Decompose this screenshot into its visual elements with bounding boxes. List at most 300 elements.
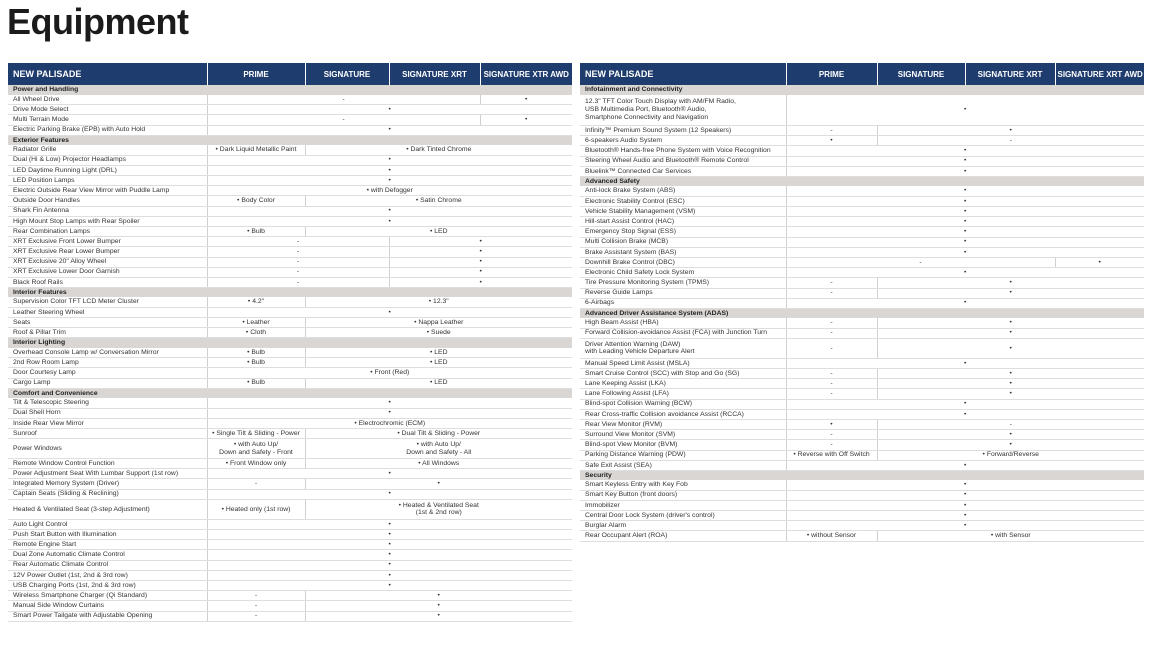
feature-value: • (786, 186, 1144, 196)
table-row (580, 318, 1144, 328)
feature-name: Electric Parking Brake (EPB) with Auto Hold (8, 125, 207, 135)
feature-value: • (786, 409, 1144, 419)
feature-value: • (786, 136, 877, 146)
table-row (580, 166, 1144, 176)
feature-name: Multi Terrain Mode (8, 115, 207, 125)
feature-value: • (877, 288, 1144, 298)
table-row (8, 489, 572, 499)
feature-name: Tilt & Telescopic Steering (8, 398, 207, 408)
feature-value: • (877, 126, 1144, 136)
feature-value: - (786, 369, 877, 379)
feature-value: • (389, 247, 572, 257)
feature-value: • (786, 490, 1144, 500)
feature-name: Black Roof Rails (8, 277, 207, 287)
feature-value: - (207, 115, 480, 125)
feature-value: • Front (Red) (207, 368, 572, 378)
table-row (8, 570, 572, 580)
feature-name: Rear Cross-traffic Collision avoidance Assist (RCCA) (580, 409, 786, 419)
table-row (8, 115, 572, 125)
feature-name: Immobilizer (580, 500, 786, 510)
feature-value: • Bulb (207, 378, 305, 388)
feature-name: Vehicle Stability Management (VSM) (580, 207, 786, 217)
feature-name: Lane Keeping Assist (LKA) (580, 379, 786, 389)
feature-name: Steering Wheel Audio and Bluetooth® Remote Control (580, 156, 786, 166)
feature-value: • (305, 611, 572, 621)
feature-value: - (786, 278, 877, 288)
feature-value: • (786, 207, 1144, 217)
section-title: Interior Lighting (8, 338, 572, 348)
feature-name: Rear Automatic Climate Control (8, 560, 207, 570)
feature-name: Downhill Brake Control (DBC) (580, 257, 786, 267)
feature-value: - (786, 288, 877, 298)
table-row (8, 206, 572, 216)
table-row (580, 531, 1144, 541)
feature-value: • (207, 105, 572, 115)
feature-value: • Heated & Ventilated Seat (1st & 2nd row) (305, 499, 572, 519)
feature-name: Tire Pressure Monitoring System (TPMS) (580, 278, 786, 288)
section-title: Security (580, 470, 1144, 480)
feature-value: • (207, 165, 572, 175)
column-header-model: NEW PALISADE (580, 63, 786, 85)
table-row (580, 186, 1144, 196)
feature-name: Outside Door Handles (8, 196, 207, 206)
feature-value: • (1055, 257, 1144, 267)
feature-value: • LED (305, 348, 572, 358)
table-row (8, 267, 572, 277)
feature-name: High Mount Stop Lamps with Rear Spoiler (8, 216, 207, 226)
feature-name: Multi Collision Brake (MCB) (580, 237, 786, 247)
section-title: Advanced Driver Assistance System (ADAS) (580, 308, 1144, 318)
section-title: Comfort and Convenience (8, 388, 572, 398)
table-row (8, 499, 572, 519)
table-row (8, 105, 572, 115)
section-title: Advanced Safety (580, 177, 1144, 187)
feature-value: • 4.2" (207, 297, 305, 307)
feature-value: • (389, 257, 572, 267)
column-header-signature: SIGNATURE (877, 63, 965, 85)
table-row (8, 307, 572, 317)
table-row (8, 95, 572, 105)
feature-value: - (786, 389, 877, 399)
feature-value: • (786, 217, 1144, 227)
table-row (580, 338, 1144, 358)
feature-value: • (786, 358, 1144, 368)
feature-value: • (305, 601, 572, 611)
section-header-row (8, 135, 572, 145)
table-row (580, 399, 1144, 409)
feature-name: Seats (8, 318, 207, 328)
feature-value: • (207, 176, 572, 186)
table-row (8, 318, 572, 328)
table-row (8, 550, 572, 560)
equipment-table-left (8, 63, 572, 622)
feature-value: • (786, 227, 1144, 237)
feature-name: Smart Power Tailgate with Adjustable Opening (8, 611, 207, 621)
feature-value: • (207, 580, 572, 590)
feature-value: • (207, 530, 572, 540)
feature-value: • (207, 489, 572, 499)
section-header-row (580, 85, 1144, 95)
feature-value: • Leather (207, 318, 305, 328)
feature-value: • (786, 500, 1144, 510)
feature-value: • (877, 430, 1144, 440)
feature-name: Infinity™ Premium Sound System (12 Speakers) (580, 126, 786, 136)
feature-value: • (207, 560, 572, 570)
table-row (8, 125, 572, 135)
feature-name: XRT Exclusive Front Lower Bumper (8, 237, 207, 247)
feature-value: • (786, 480, 1144, 490)
column-header-prime: PRIME (786, 63, 877, 85)
feature-name: XRT Exclusive Lower Door Garnish (8, 267, 207, 277)
feature-value: • without Sensor (786, 531, 877, 541)
table-row (580, 419, 1144, 429)
feature-name: Power Adjustment Seat With Lumbar Support (1st row) (8, 469, 207, 479)
table-row (8, 378, 572, 388)
table-row (8, 145, 572, 155)
feature-value: • (207, 550, 572, 560)
table-row (8, 277, 572, 287)
column-header-signature: SIGNATURE (305, 63, 389, 85)
feature-value: - (207, 611, 305, 621)
feature-name: Blind-spot Collision Warning (BCW) (580, 399, 786, 409)
feature-name: Captain Seats (Sliding & Reclining) (8, 489, 207, 499)
feature-name: Anti-lock Brake System (ABS) (580, 186, 786, 196)
feature-name: Driver Attention Warning (DAW) with Leading Vehicle Departure Alert (580, 338, 786, 358)
feature-name: Door Courtesy Lamp (8, 368, 207, 378)
feature-value: • (786, 166, 1144, 176)
feature-value: • Electrochromic (ECM) (207, 418, 572, 428)
table-row (580, 500, 1144, 510)
column-header-model: NEW PALISADE (8, 63, 207, 85)
table-row (8, 216, 572, 226)
feature-name: Bluetooth® Hands-free Phone System with Voice Recognition (580, 146, 786, 156)
table-row (8, 247, 572, 257)
table-header-row (8, 63, 572, 85)
feature-name: Drive Mode Select (8, 105, 207, 115)
table-row (8, 186, 572, 196)
table-row (580, 460, 1144, 470)
table-row (8, 165, 572, 175)
table-row (8, 196, 572, 206)
section-header-row (8, 288, 572, 298)
feature-value: - (207, 257, 389, 267)
feature-value: - (877, 136, 1144, 146)
table-row (8, 469, 572, 479)
feature-value: - (207, 95, 480, 105)
table-row (580, 440, 1144, 450)
feature-name: Dual Shell Horn (8, 408, 207, 418)
feature-name: Bluelink™ Connected Car Services (580, 166, 786, 176)
feature-value: • (207, 570, 572, 580)
feature-name: Remote Engine Start (8, 540, 207, 550)
feature-value: • (389, 237, 572, 247)
feature-value: • Dark Liquid Metallic Paint (207, 145, 305, 155)
feature-name: Smart Key Button (front doors) (580, 490, 786, 500)
table-row (580, 358, 1144, 368)
feature-name: 12.3" TFT Color Touch Display with AM/FM Radio, USB Multimedia Port, Bluetooth® Audio, Smartphone Connectivity and Navigation (580, 95, 786, 126)
feature-value: • (786, 247, 1144, 257)
table-row (8, 611, 572, 621)
feature-value: • (389, 277, 572, 287)
feature-value: • Bulb (207, 348, 305, 358)
feature-name: Brake Assistant System (BAS) (580, 247, 786, 257)
table-row (580, 227, 1144, 237)
section-header-row (8, 388, 572, 398)
feature-name: Radiator Grille (8, 145, 207, 155)
feature-value: • (786, 460, 1144, 470)
feature-name: Smart Cruise Control (SCC) with Stop and Go (SG) (580, 369, 786, 379)
feature-value: • All Windows (305, 459, 572, 469)
table-row (580, 126, 1144, 136)
table-row (580, 278, 1144, 288)
feature-name: Lane Following Assist (LFA) (580, 389, 786, 399)
table-row (8, 328, 572, 338)
section-header-row (580, 308, 1144, 318)
table-row (8, 155, 572, 165)
table-row (580, 247, 1144, 257)
feature-value: - (786, 318, 877, 328)
feature-value: - (786, 440, 877, 450)
feature-name: All Wheel Drive (8, 95, 207, 105)
feature-name: Push Start Button with Illumination (8, 530, 207, 540)
table-row (8, 428, 572, 438)
feature-value: - (786, 430, 877, 440)
feature-value: • with Defogger (207, 186, 572, 196)
feature-name: Rear Combination Lamps (8, 226, 207, 236)
feature-value: • Bulb (207, 358, 305, 368)
section-header-row (8, 85, 572, 95)
feature-value: • (207, 216, 572, 226)
table-row (8, 176, 572, 186)
table-row (580, 389, 1144, 399)
column-header-signature-xtr-awd: SIGNATURE XTR AWD (480, 63, 572, 85)
feature-name: Auto Light Control (8, 519, 207, 529)
table-row (580, 480, 1144, 490)
feature-value: • (877, 318, 1144, 328)
table-row (8, 540, 572, 550)
table-row (8, 439, 572, 459)
feature-value: - (786, 338, 877, 358)
feature-value: - (786, 257, 1055, 267)
feature-name: Inside Rear View Mirror (8, 418, 207, 428)
feature-value: • Bulb (207, 226, 305, 236)
feature-name: Dual Zone Automatic Climate Control (8, 550, 207, 560)
table-row (8, 530, 572, 540)
feature-value: • (786, 298, 1144, 308)
feature-value: • Forward/Reverse (877, 450, 1144, 460)
feature-name: USB Charging Ports (1st, 2nd & 3rd row) (8, 580, 207, 590)
feature-value: • Heated only (1st row) (207, 499, 305, 519)
feature-value: • (877, 389, 1144, 399)
table-row (580, 430, 1144, 440)
table-row (580, 136, 1144, 146)
table-row (580, 521, 1144, 531)
feature-value: • Satin Chrome (305, 196, 572, 206)
feature-value: • (207, 125, 572, 135)
table-row (580, 288, 1144, 298)
feature-value: • with Auto Up/ Down and Safety - All (305, 439, 572, 459)
feature-value: - (786, 328, 877, 338)
table-row (8, 560, 572, 570)
feature-value: • (877, 338, 1144, 358)
section-header-row (8, 338, 572, 348)
table-row (8, 591, 572, 601)
feature-value: • (786, 146, 1144, 156)
feature-name: 2nd Row Room Lamp (8, 358, 207, 368)
section-title: Power and Handling (8, 85, 572, 95)
feature-name: Forward Collision-avoidance Assist (FCA) with Junction Turn (580, 328, 786, 338)
table-row (580, 237, 1144, 247)
feature-name: Safe Exit Assist (SEA) (580, 460, 786, 470)
table-row (8, 257, 572, 267)
feature-name: Manual Speed Limit Assist (MSLA) (580, 358, 786, 368)
feature-value: • (207, 155, 572, 165)
feature-value: • (305, 591, 572, 601)
feature-value: • (877, 379, 1144, 389)
column-header-signature-xrt: SIGNATURE XRT (389, 63, 480, 85)
feature-name: Power Windows (8, 439, 207, 459)
feature-value: • (207, 519, 572, 529)
feature-value: - (207, 601, 305, 611)
feature-name: Electronic Stability Control (ESC) (580, 196, 786, 206)
table-row (8, 601, 572, 611)
feature-value: • (786, 237, 1144, 247)
feature-name: Reverse Guide Lamps (580, 288, 786, 298)
table-row (580, 490, 1144, 500)
section-header-row (580, 177, 1144, 187)
feature-value: • with Auto Up/ Down and Safety - Front (207, 439, 305, 459)
feature-name: Electronic Child Safety Lock System (580, 268, 786, 278)
feature-value: • (786, 511, 1144, 521)
feature-value: • (480, 95, 572, 105)
feature-name: Manual Side Window Curtains (8, 601, 207, 611)
feature-value: • (877, 278, 1144, 288)
feature-value: - (207, 267, 389, 277)
feature-value: • LED (305, 226, 572, 236)
table-row (580, 95, 1144, 126)
column-header-prime: PRIME (207, 63, 305, 85)
table-row (580, 217, 1144, 227)
feature-name: LED Position Lamps (8, 176, 207, 186)
table-row (8, 226, 572, 236)
table-row (8, 459, 572, 469)
feature-name: Rear Occupant Alert (ROA) (580, 531, 786, 541)
feature-value: • (877, 369, 1144, 379)
feature-value: • (786, 95, 1144, 126)
feature-name: 6-speakers Audio System (580, 136, 786, 146)
feature-value: • 12.3" (305, 297, 572, 307)
feature-name: XRT Exclusive 20" Alloy Wheel (8, 257, 207, 267)
feature-name: Blind-spot View Monitor (BVM) (580, 440, 786, 450)
feature-value: • (207, 398, 572, 408)
column-header-signature-xrt: SIGNATURE XRT (965, 63, 1055, 85)
table-row (8, 348, 572, 358)
feature-value: • (480, 115, 572, 125)
feature-value: - (207, 277, 389, 287)
feature-value: • Front Window only (207, 459, 305, 469)
feature-value: • Dark Tinted Chrome (305, 145, 572, 155)
feature-value: • Cloth (207, 328, 305, 338)
feature-value: • Single Tilt & Sliding - Power (207, 428, 305, 438)
feature-value: - (786, 126, 877, 136)
table-row (580, 328, 1144, 338)
table-row (8, 519, 572, 529)
feature-value: • (877, 440, 1144, 450)
feature-name: Central Door Lock System (driver's control) (580, 511, 786, 521)
feature-name: Burglar Alarm (580, 521, 786, 531)
table-row (8, 408, 572, 418)
feature-name: Heated & Ventilated Seat (3-step Adjustment) (8, 499, 207, 519)
feature-value: • (786, 196, 1144, 206)
table-row (580, 207, 1144, 217)
feature-value: • (207, 206, 572, 216)
feature-name: Hill-start Assist Control (HAC) (580, 217, 786, 227)
feature-name: Sunroof (8, 428, 207, 438)
feature-value: • (207, 540, 572, 550)
table-row (8, 297, 572, 307)
table-row (580, 409, 1144, 419)
feature-value: - (207, 591, 305, 601)
feature-value: - (877, 419, 1144, 429)
section-title: Exterior Features (8, 135, 572, 145)
feature-value: • (786, 268, 1144, 278)
feature-name: 6-Airbags (580, 298, 786, 308)
feature-name: XRT Exclusive Rear Lower Bumper (8, 247, 207, 257)
section-title: Interior Features (8, 288, 572, 298)
table-row (580, 268, 1144, 278)
table-row (580, 379, 1144, 389)
table-row (580, 196, 1144, 206)
feature-value: • (389, 267, 572, 277)
feature-name: Remote Window Control Function (8, 459, 207, 469)
feature-name: Parking Distance Warning (PDW) (580, 450, 786, 460)
table-row (580, 450, 1144, 460)
feature-name: Electric Outside Rear View Mirror with Puddle Lamp (8, 186, 207, 196)
feature-name: LED Daytime Running Light (DRL) (8, 165, 207, 175)
feature-name: Overhead Console Lamp w/ Conversation Mirror (8, 348, 207, 358)
table-row (8, 479, 572, 489)
table-row (8, 358, 572, 368)
feature-name: Shark Fin Antenna (8, 206, 207, 216)
table-row (8, 237, 572, 247)
feature-value: • (877, 328, 1144, 338)
feature-name: Supervision Color TFT LCD Meter Cluster (8, 297, 207, 307)
feature-value: • (786, 156, 1144, 166)
table-row (8, 398, 572, 408)
page-title: Equipment (7, 1, 189, 42)
column-header-signature-xrt-awd: SIGNATURE XRT AWD (1055, 63, 1144, 85)
feature-value: • LED (305, 378, 572, 388)
feature-value: - (207, 479, 305, 489)
table-row (8, 418, 572, 428)
feature-value: - (207, 237, 389, 247)
feature-value: • (305, 479, 572, 489)
feature-value: • (207, 408, 572, 418)
feature-name: Wireless Smartphone Charger (Qi Standard) (8, 591, 207, 601)
feature-value: • LED (305, 358, 572, 368)
feature-value: • Suede (305, 328, 572, 338)
feature-value: • with Sensor (877, 531, 1144, 541)
feature-value: • (786, 399, 1144, 409)
feature-name: Surround View Monitor (SVM) (580, 430, 786, 440)
table-row (580, 369, 1144, 379)
feature-name: Smart Keyless Entry with Key Fob (580, 480, 786, 490)
table-row (580, 156, 1144, 166)
table-row (580, 146, 1144, 156)
equipment-table-right (580, 63, 1144, 542)
feature-name: Roof & Pillar Trim (8, 328, 207, 338)
table-header-row (580, 63, 1144, 85)
